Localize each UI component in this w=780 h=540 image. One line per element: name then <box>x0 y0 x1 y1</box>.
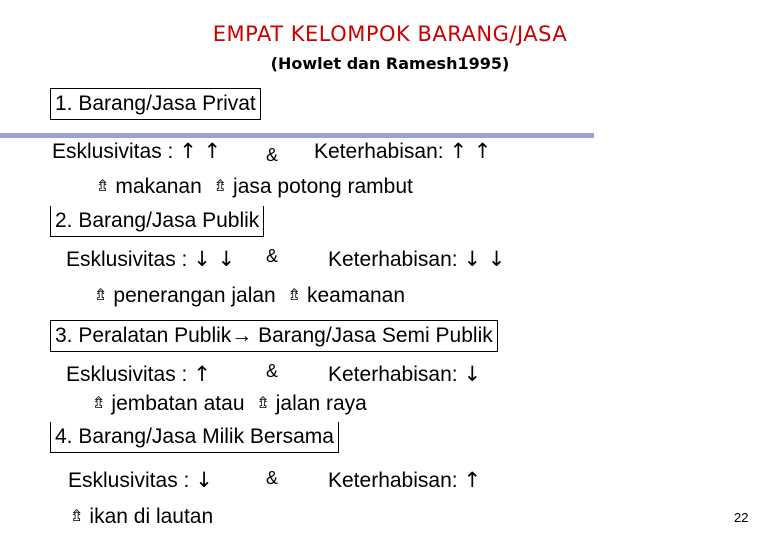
exclusivity-label <box>66 247 235 272</box>
arrow-down-icon: ↓ ↓ <box>463 247 506 271</box>
arrow-up-icon: ↑ ↑ <box>449 139 492 163</box>
exclusivity-text: Esklusivitas : <box>66 363 188 386</box>
example-item: penerangan jalan <box>113 284 276 307</box>
bullet-icon: ⇯ <box>287 285 301 304</box>
bullet-icon: ⇯ <box>92 393 106 412</box>
example-item: ikan di lautan <box>89 505 214 528</box>
section-heading-privat: 1. Barang/Jasa Privat <box>50 88 261 120</box>
arrow-down-icon: ↓ <box>195 468 213 492</box>
slide-title: EMPAT KELOMPOK BARANG/JASA <box>212 22 568 46</box>
example-item: jalan raya <box>275 392 367 415</box>
decorative-rule <box>0 133 594 138</box>
exclusivity-text: Esklusivitas : <box>52 140 174 163</box>
example-line <box>96 175 413 199</box>
arrow-down-icon: ↓ ↓ <box>193 247 236 271</box>
ampersand: & <box>266 246 279 266</box>
bullet-icon: ⇯ <box>256 393 270 412</box>
exhaustibility-label <box>328 362 481 387</box>
section-heading-semi-publik: 3. Peralatan Publik→ Barang/Jasa Semi Publik <box>50 320 498 352</box>
exclusivity-label <box>52 139 221 164</box>
slide-subtitle: (Howlet dan Ramesh1995) <box>270 54 510 73</box>
page-number: 22 <box>734 510 749 525</box>
example-item: makanan <box>115 175 202 198</box>
example-item: jasa potong rambut <box>233 175 413 198</box>
example-line <box>94 284 405 308</box>
bullet-icon: ⇯ <box>70 506 84 525</box>
arrow-up-icon: ↑ ↑ <box>179 139 222 163</box>
section-heading-milik-bersama: 4. Barang/Jasa Milik Bersama <box>50 422 339 453</box>
ampersand: & <box>266 361 279 381</box>
exhaustibility-text: Keterhabisan: <box>328 469 458 492</box>
bullet-icon: ⇯ <box>94 285 108 304</box>
arrow-up-icon: ↑ <box>193 362 211 386</box>
exhaustibility-text: Keterhabisan: <box>328 248 458 271</box>
exclusivity-label <box>66 362 211 387</box>
exclusivity-label <box>68 468 213 493</box>
section-heading-publik: 2. Barang/Jasa Publik <box>50 206 264 237</box>
ampersand: & <box>266 145 279 165</box>
exhaustibility-label <box>314 139 491 164</box>
exclusivity-text: Esklusivitas : <box>66 248 188 271</box>
example-line <box>92 392 367 416</box>
exhaustibility-text: Keterhabisan: <box>328 363 458 386</box>
exhaustibility-label <box>328 247 505 272</box>
example-item: jembatan atau <box>111 392 245 415</box>
arrow-up-icon: ↑ <box>463 468 482 492</box>
example-line <box>70 505 213 529</box>
exhaustibility-label <box>328 468 481 493</box>
example-item: keamanan <box>306 284 406 307</box>
arrow-down-icon: ↓ <box>463 362 482 386</box>
bullet-icon: ⇯ <box>213 176 228 195</box>
bullet-icon: ⇯ <box>96 176 110 195</box>
exhaustibility-text: Keterhabisan: <box>314 140 444 163</box>
ampersand: & <box>266 468 279 488</box>
exclusivity-text: Esklusivitas : <box>68 469 190 492</box>
